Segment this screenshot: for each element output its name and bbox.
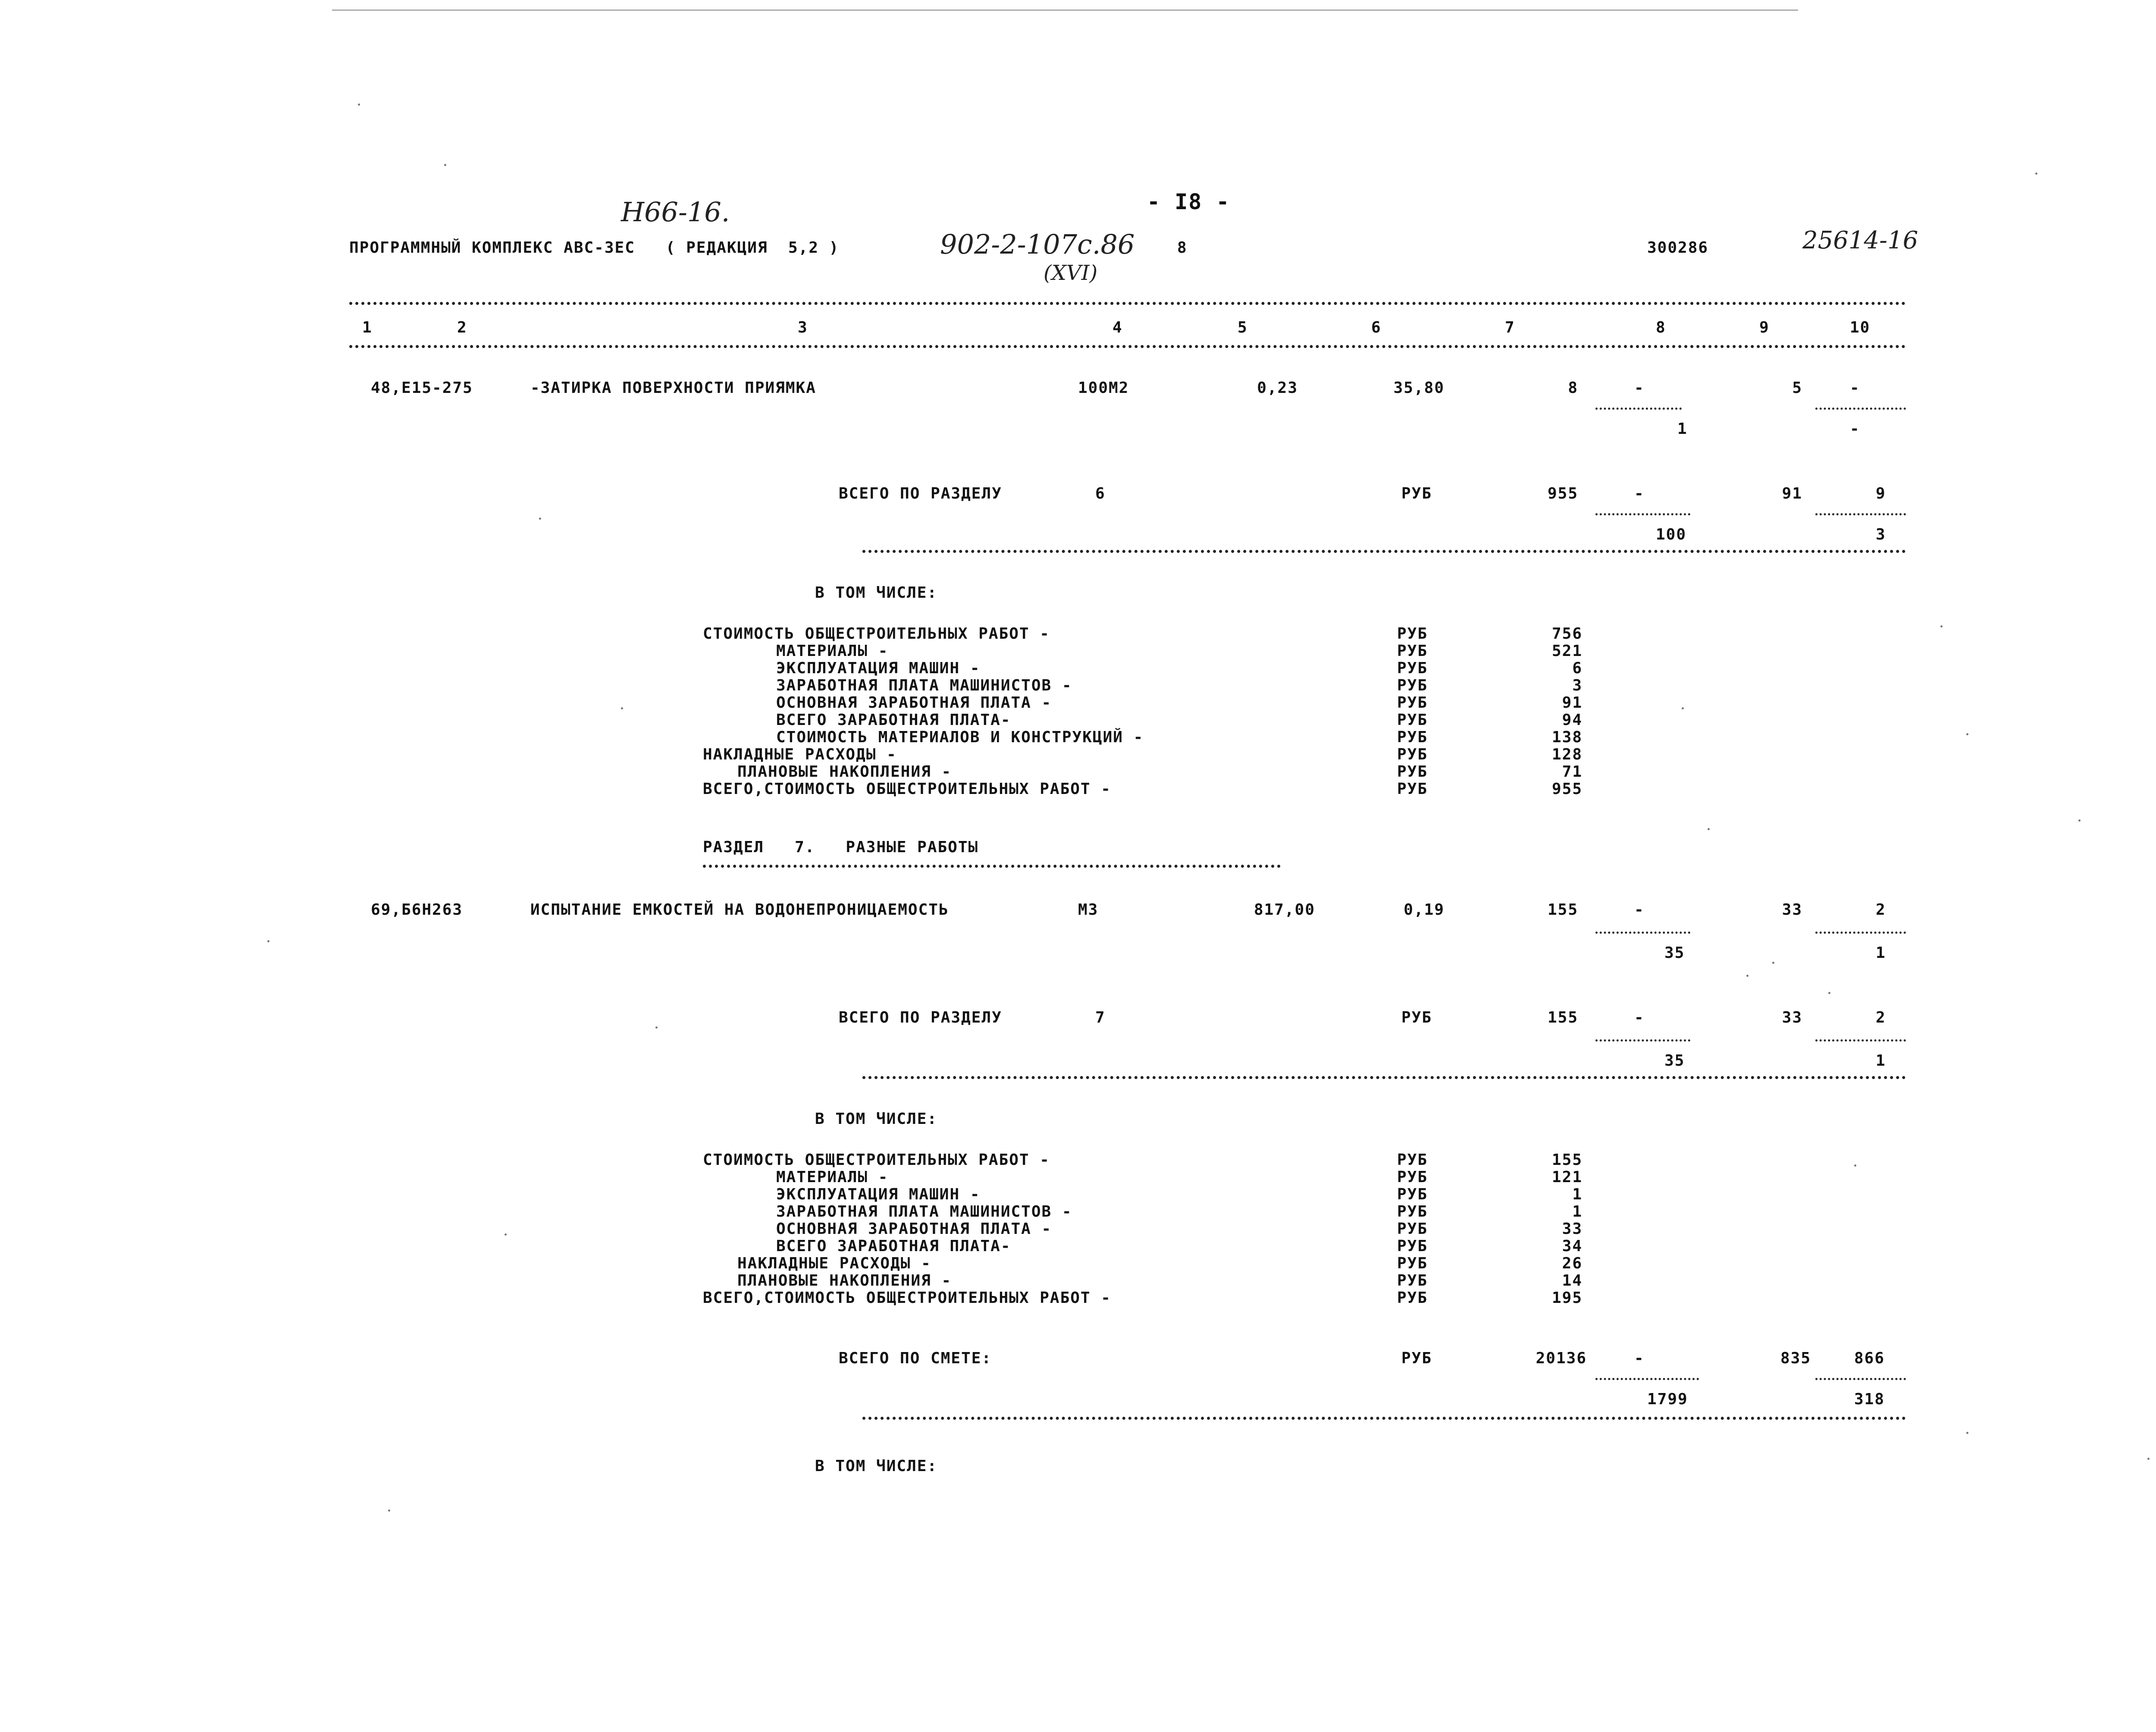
section-total-col8-divider <box>1595 1039 1690 1042</box>
breakdown-unit: РУБ <box>1397 1289 1428 1307</box>
breakdown-value: 6 <box>1572 659 1583 677</box>
breakdown-value: 14 <box>1562 1272 1583 1290</box>
item-col8-top: - <box>1634 901 1645 919</box>
section-7-header: РАЗДЕЛ 7. РАЗНЫЕ РАБОТЫ <box>703 838 979 856</box>
scan-speckle <box>621 707 623 709</box>
breakdown-label-total-wages: ВСЕГО ЗАРАБОТНАЯ ПЛАТА- <box>776 711 1011 729</box>
breakdown-unit: РУБ <box>1397 1220 1428 1238</box>
section-total-col8-top: - <box>1634 1009 1645 1026</box>
estimate-total-col9: 835 <box>1780 1349 1811 1367</box>
scan-speckle <box>2147 1458 2150 1460</box>
section-total-col9: 91 <box>1782 485 1802 502</box>
breakdown-label-machinist-wages: ЗАРАБОТНАЯ ПЛАТА МАШИНИСТОВ - <box>776 1203 1072 1221</box>
item-unit-price: 35,80 <box>1393 379 1445 397</box>
section-total-number: 6 <box>1095 485 1106 502</box>
breakdown-label-overheads: НАКЛАДНЫЕ РАСХОДЫ - <box>703 746 897 763</box>
scan-speckle <box>358 104 360 106</box>
item-unit: М3 <box>1078 901 1099 919</box>
section-7-header-rule <box>703 865 1281 868</box>
breakdown-unit: РУБ <box>1397 642 1428 660</box>
section-total-col10-divider <box>1815 513 1906 515</box>
item-unit: 100М2 <box>1078 379 1129 397</box>
header-rule-top <box>349 302 1906 305</box>
scan-speckle <box>1966 1432 1968 1434</box>
column-header-3: 3 <box>798 319 808 336</box>
estimate-total-col10-bottom: 318 <box>1854 1390 1885 1408</box>
estimate-total-col8-bottom: 1799 <box>1647 1390 1688 1408</box>
column-header-4: 4 <box>1112 319 1123 336</box>
column-header-8: 8 <box>1656 319 1666 336</box>
breakdown-label-machines: ЭКСПЛУАТАЦИЯ МАШИН - <box>776 659 981 677</box>
scan-speckle <box>444 164 446 166</box>
scan-speckle <box>2078 819 2081 822</box>
breakdown-value: 521 <box>1551 642 1583 660</box>
item-col10-top: - <box>1850 379 1860 397</box>
item-col10-bottom: 1 <box>1876 944 1886 962</box>
section-total-col8-divider <box>1595 513 1690 515</box>
breakdown-unit: РУБ <box>1397 659 1428 677</box>
item-quantity: 817,00 <box>1253 901 1315 919</box>
breakdown-unit: РУБ <box>1397 1151 1428 1169</box>
section-total-unit: РУБ <box>1401 1009 1432 1026</box>
item-sum: 155 <box>1547 901 1578 919</box>
scan-speckle <box>1772 962 1774 964</box>
breakdown-label-grand-total: ВСЕГО,СТОИМОСТЬ ОБЩЕСТРОИТЕЛЬНЫХ РАБОТ - <box>703 1289 1111 1307</box>
item-sum: 8 <box>1568 379 1578 397</box>
breakdown-label-machines: ЭКСПЛУАТАЦИЯ МАШИН - <box>776 1186 981 1203</box>
breakdown-unit: РУБ <box>1397 677 1428 694</box>
breakdown-value: 155 <box>1551 1151 1583 1169</box>
section-total-col10-bottom: 3 <box>1876 526 1886 543</box>
breakdown-label-basic-wages: ОСНОВНАЯ ЗАРАБОТНАЯ ПЛАТА - <box>776 694 1052 712</box>
breakdown-value: 71 <box>1562 763 1583 781</box>
handwritten-note-sub: (XVI) <box>1044 261 1098 285</box>
section-total-label: ВСЕГО ПО РАЗДЕЛУ <box>839 485 1002 502</box>
breakdown-unit: РУБ <box>1397 1168 1428 1186</box>
handwritten-note-mid: 902-2-107с.86 <box>940 229 1135 260</box>
breakdown-label-machinist-wages: ЗАРАБОТНАЯ ПЛАТА МАШИНИСТОВ - <box>776 677 1072 694</box>
section-6-rule <box>862 550 1906 553</box>
section-total-sum: 155 <box>1547 1009 1578 1026</box>
scan-speckle <box>1708 828 1710 830</box>
item-code: 48,Е15-275 <box>371 379 473 397</box>
handwritten-note-left: Н66-16. <box>621 196 730 228</box>
breakdown-unit: РУБ <box>1397 1255 1428 1272</box>
item-col8-bottom: 1 <box>1677 420 1688 438</box>
estimate-total-col8-top: - <box>1634 1349 1645 1367</box>
column-header-6: 6 <box>1371 319 1382 336</box>
item-col9: 5 <box>1792 379 1802 397</box>
including-label: В ТОМ ЧИСЛЕ: <box>815 584 938 602</box>
scan-speckle <box>655 1026 658 1029</box>
scan-speckle <box>1940 625 1943 628</box>
section-total-col10-top: 9 <box>1876 485 1886 502</box>
breakdown-value: 1 <box>1572 1186 1583 1203</box>
scan-speckle <box>539 518 541 520</box>
estimate-total-rule <box>862 1417 1906 1420</box>
breakdown-label-total-works: СТОИМОСТЬ ОБЩЕСТРОИТЕЛЬНЫХ РАБОТ - <box>703 1151 1050 1169</box>
estimate-total-unit: РУБ <box>1401 1349 1432 1367</box>
column-header-1: 1 <box>362 319 373 336</box>
section-total-sum: 955 <box>1547 485 1578 502</box>
breakdown-label-planned-savings: ПЛАНОВЫЕ НАКОПЛЕНИЯ - <box>737 1272 952 1290</box>
breakdown-label-planned-savings: ПЛАНОВЫЕ НАКОПЛЕНИЯ - <box>737 763 952 781</box>
estimate-total-col10-top: 866 <box>1854 1349 1885 1367</box>
breakdown-value: 955 <box>1551 780 1583 798</box>
column-header-2: 2 <box>457 319 467 336</box>
program-line: ПРОГРАММНЫЙ КОМПЛЕКС АВС-ЗЕС ( РЕДАКЦИЯ 5,2 ) <box>349 239 840 257</box>
breakdown-value: 94 <box>1562 711 1583 729</box>
breakdown-value: 33 <box>1562 1220 1583 1238</box>
sheet-number: 8 <box>1177 239 1188 257</box>
section-total-col8-bottom: 100 <box>1656 526 1687 543</box>
section-total-unit: РУБ <box>1401 485 1432 502</box>
breakdown-label-total-works: СТОИМОСТЬ ОБЩЕСТРОИТЕЛЬНЫХ РАБОТ - <box>703 625 1050 643</box>
breakdown-label-materials-structures: СТОИМОСТЬ МАТЕРИАЛОВ И КОНСТРУКЦИЙ - <box>776 728 1144 746</box>
item-name: ИСПЫТАНИЕ ЕМКОСТЕЙ НА ВОДОНЕПРОНИЦАЕМОСТЬ <box>530 901 949 919</box>
breakdown-unit: РУБ <box>1397 1186 1428 1203</box>
item-col10-bottom: - <box>1850 420 1860 438</box>
item-col8-divider <box>1595 408 1682 410</box>
estimate-total-col10-divider <box>1815 1378 1906 1380</box>
item-col10-divider <box>1815 408 1906 410</box>
breakdown-value: 138 <box>1551 728 1583 746</box>
item-col8-top: - <box>1634 379 1645 397</box>
item-col8-bottom: 35 <box>1664 944 1685 962</box>
including-label: В ТОМ ЧИСЛЕ: <box>815 1457 938 1475</box>
scan-artifact-top-line <box>332 9 1798 11</box>
section-total-col10-top: 2 <box>1876 1009 1886 1026</box>
breakdown-unit: РУБ <box>1397 711 1428 729</box>
breakdown-value: 128 <box>1551 746 1583 763</box>
item-col8-divider <box>1595 932 1690 934</box>
header-rule-bottom <box>349 345 1906 348</box>
item-col10-top: 2 <box>1876 901 1886 919</box>
scan-speckle <box>1746 975 1749 977</box>
section-total-col8-bottom: 35 <box>1664 1052 1685 1070</box>
breakdown-value: 3 <box>1572 677 1583 694</box>
item-name: -ЗАТИРКА ПОВЕРХНОСТИ ПРИЯМКА <box>530 379 816 397</box>
section-total-col10-bottom: 1 <box>1876 1052 1886 1070</box>
breakdown-unit: РУБ <box>1397 1272 1428 1290</box>
breakdown-unit: РУБ <box>1397 728 1428 746</box>
item-quantity: 0,23 <box>1257 379 1298 397</box>
breakdown-unit: РУБ <box>1397 746 1428 763</box>
breakdown-unit: РУБ <box>1397 780 1428 798</box>
breakdown-value: 195 <box>1551 1289 1583 1307</box>
item-unit-price: 0,19 <box>1404 901 1445 919</box>
breakdown-label-grand-total: ВСЕГО,СТОИМОСТЬ ОБЩЕСТРОИТЕЛЬНЫХ РАБОТ - <box>703 780 1111 798</box>
item-code: 69,Б6Н263 <box>371 901 463 919</box>
breakdown-value: 756 <box>1551 625 1583 643</box>
breakdown-label-basic-wages: ОСНОВНАЯ ЗАРАБОТНАЯ ПЛАТА - <box>776 1220 1052 1238</box>
breakdown-unit: РУБ <box>1397 1203 1428 1221</box>
item-col10-divider <box>1815 932 1906 934</box>
breakdown-value: 34 <box>1562 1237 1583 1255</box>
breakdown-unit: РУБ <box>1397 763 1428 781</box>
breakdown-label-overheads: НАКЛАДНЫЕ РАСХОДЫ - <box>737 1255 931 1272</box>
breakdown-label-total-wages: ВСЕГО ЗАРАБОТНАЯ ПЛАТА- <box>776 1237 1011 1255</box>
scan-speckle <box>1854 1164 1856 1167</box>
section-total-col9: 33 <box>1782 1009 1802 1026</box>
scan-speckle <box>505 1233 507 1236</box>
handwritten-note-right: 25614-16 <box>1802 226 1918 254</box>
section-total-label: ВСЕГО ПО РАЗДЕЛУ <box>839 1009 1002 1026</box>
column-header-10: 10 <box>1850 319 1871 336</box>
including-label: В ТОМ ЧИСЛЕ: <box>815 1110 938 1128</box>
scan-speckle <box>2035 173 2037 175</box>
breakdown-unit: РУБ <box>1397 1237 1428 1255</box>
section-total-number: 7 <box>1095 1009 1106 1026</box>
scan-speckle <box>1828 992 1830 994</box>
section-total-col8-top: - <box>1634 485 1645 502</box>
breakdown-label-materials: МАТЕРИАЛЫ - <box>776 642 889 660</box>
scan-speckle <box>1682 707 1684 709</box>
breakdown-value: 26 <box>1562 1255 1583 1272</box>
scan-speckle <box>267 940 270 942</box>
estimate-total-label: ВСЕГО ПО СМЕТЕ: <box>839 1349 992 1367</box>
page-number: - I8 - <box>1147 189 1230 214</box>
breakdown-unit: РУБ <box>1397 625 1428 643</box>
breakdown-value: 91 <box>1562 694 1583 712</box>
column-header-5: 5 <box>1238 319 1248 336</box>
item-col9: 33 <box>1782 901 1802 919</box>
section-7-rule <box>862 1076 1906 1079</box>
column-header-7: 7 <box>1505 319 1515 336</box>
column-header-row <box>349 319 1906 338</box>
breakdown-label-materials: МАТЕРИАЛЫ - <box>776 1168 889 1186</box>
breakdown-unit: РУБ <box>1397 694 1428 712</box>
section-total-col10-divider <box>1815 1039 1906 1042</box>
estimate-total-col8-divider <box>1595 1378 1699 1380</box>
breakdown-value: 121 <box>1551 1168 1583 1186</box>
estimate-total-sum: 20136 <box>1536 1349 1587 1367</box>
scan-speckle <box>388 1509 390 1512</box>
document-code: 300286 <box>1647 239 1709 257</box>
breakdown-value: 1 <box>1572 1203 1583 1221</box>
column-header-9: 9 <box>1759 319 1770 336</box>
scan-speckle <box>1966 733 1968 735</box>
